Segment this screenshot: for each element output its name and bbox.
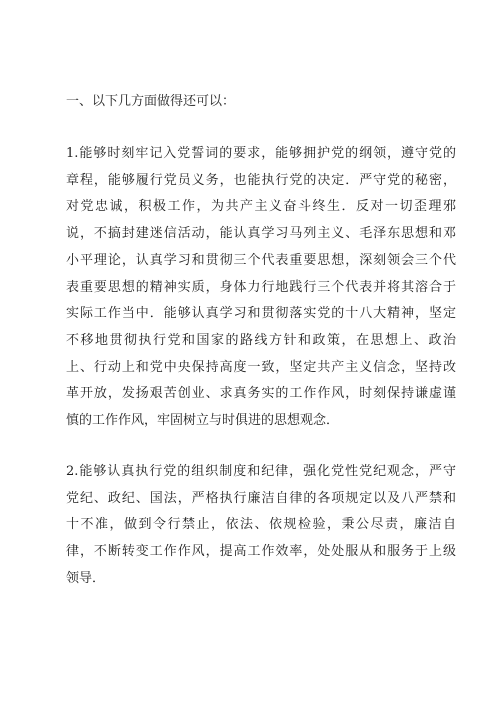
paragraph-line: 实际工作当中．能够认真学习和贯彻落实党的十八大精神，坚定 (66, 306, 456, 322)
paragraph-line: 2.能够认真执行党的组织制度和纪律，强化党性党纪观念，严守 (66, 464, 456, 479)
paragraph-line: 表重要思想的精神实质，身体力行地践行三个代表并将其溶合于 (66, 279, 456, 295)
paragraph-line: 1.能够时刻牢记入党誓词的要求，能够拥护党的纲领，遵守党的 (66, 146, 456, 161)
section-heading: 一、以下几方面做得还可以： (66, 94, 236, 109)
paragraph-line: 不移地贯彻执行党和国家的路线方针和政策，在思想上、政治 (66, 332, 456, 348)
paragraph-line: 对党忠诚，积极工作，为共产主义奋斗终生．反对一切歪理邪 (66, 199, 456, 215)
paragraph-line: 党纪、政纪、国法，严格执行廉洁自律的各项规定以及八严禁和 (66, 490, 456, 506)
paragraph-line: 上、行动上和党中央保持高度一致，坚定共产主义信念，坚持改 (66, 359, 456, 375)
paragraph-line: 小平理论，认真学习和贯彻三个代表重要思想，深刻领会三个代 (66, 252, 456, 268)
paragraph-line: 说，不搞封建迷信活动，能认真学习马列主义、毛泽东思想和邓 (66, 226, 456, 242)
paragraph-line: 慎的工作作风，牢固树立与时俱进的思想观念． (66, 413, 340, 429)
paragraph-2 (66, 459, 456, 593)
paragraph-1 (66, 141, 456, 435)
paragraph-line: 律，不断转变工作作风，提高工作效率，处处服从和服务于上级 (66, 544, 456, 560)
paragraph-line: 革开放，发扬艰苦创业、求真务实的工作作风，时刻保持谦虚谨 (66, 386, 456, 402)
paragraph-line: 十不准，做到令行禁止，依法、依规检验，秉公尽责，廉洁自 (66, 517, 456, 533)
paragraph-line: 章程，能够履行党员义务，也能执行党的决定．严守党的秘密， (66, 172, 456, 188)
paragraph-line: 领导． (66, 570, 106, 586)
